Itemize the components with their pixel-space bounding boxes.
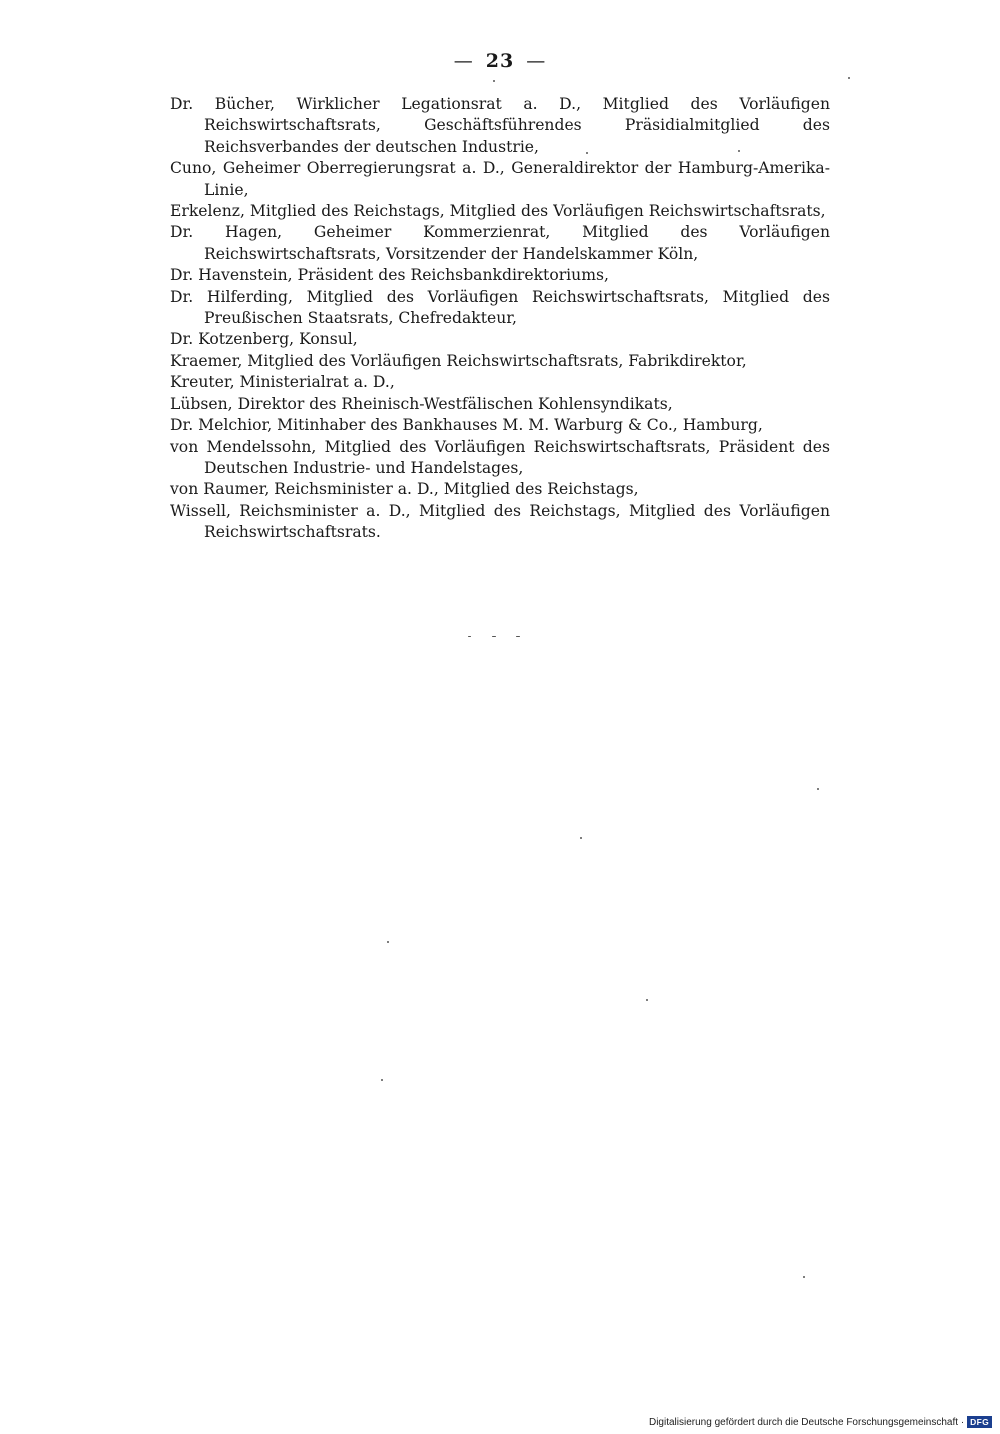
- scan-speck: [387, 941, 389, 943]
- member-entry-hilferding: Dr. Hilferding, Mitglied des Vorläufigen Reichswirtschaftsrats, Mitglied des Preußischen Staatsrats, Chefredakteur,: [170, 287, 830, 328]
- member-entry-melchior: Dr. Melchior, Mitinhaber des Bankhauses M. M. Warburg & Co., Hamburg,: [170, 416, 763, 435]
- scan-speck: [381, 1079, 383, 1081]
- scan-speck: [803, 1276, 805, 1278]
- scan-speck: [738, 150, 740, 152]
- member-entry-hagen: Dr. Hagen, Geheimer Kommerzienrat, Mitglied des Vorläufigen Reichswirtschaftsrats, Vorsitzender der Handelskammer Köln,: [170, 223, 830, 263]
- member-entry-kotzenberg: Dr. Kotzenberg, Konsul,: [170, 330, 358, 349]
- dfg-logo: DFG: [967, 1416, 992, 1428]
- member-entry-kraemer: Kraemer, Mitglied des Vorläufigen Reichswirtschaftsrats, Fabrikdirektor,: [170, 351, 747, 370]
- scan-speck: [817, 788, 819, 790]
- member-entry-luebsen: Lübsen, Direktor des Rheinisch-Westfälischen Kohlensyndikats,: [170, 394, 673, 413]
- page-number: [0, 50, 1000, 72]
- member-entry-wissell: Wissell, Reichsminister a. D., Mitglied des Reichstags, Mitglied des Vorläufigen Reichswirtschaftsrats.: [170, 501, 830, 542]
- scan-speck: [516, 636, 520, 637]
- page-number-dash-left: —: [453, 50, 474, 72]
- member-list: [170, 94, 830, 544]
- member-entry-havenstein: Dr. Havenstein, Präsident des Reichsbankdirektoriums,: [170, 266, 609, 285]
- scan-speck: [468, 636, 471, 637]
- scan-speck: [848, 77, 850, 79]
- digitization-footer: [649, 1416, 992, 1428]
- member-entry-raumer: von Raumer, Reichsminister a. D., Mitglied des Reichstags,: [170, 480, 639, 499]
- footer-text: Digitalisierung gefördert durch die Deutsche Forschungsgemeinschaft ·: [648, 1416, 965, 1428]
- member-entry-buecher: Dr. Bücher, Wirklicher Legationsrat a. D., Mitglied des Vorläufigen Reichswirtschaftsrats, Geschäftsführendes Präsidialmitglied des Reichsverbandes der deutschen Industrie,: [170, 95, 830, 156]
- scan-speck: [580, 837, 582, 839]
- member-entry-cuno: Cuno, Geheimer Oberregierungsrat a. D., Generaldirektor der Hamburg-Amerika-Linie,: [170, 159, 830, 199]
- scan-speck: [492, 636, 496, 637]
- scan-speck: [493, 80, 495, 82]
- member-entry-mendelssohn: von Mendelssohn, Mitglied des Vorläufigen Reichswirtschaftsrats, Präsident des Deutschen Industrie- und Handelstages,: [170, 437, 830, 477]
- page-number-dash-right: —: [526, 50, 547, 72]
- member-entry-kreuter: Kreuter, Ministerialrat a. D.,: [170, 373, 395, 392]
- page-number-value: 23: [485, 50, 515, 72]
- scan-speck: [586, 152, 588, 154]
- member-entry-erkelenz: Erkelenz, Mitglied des Reichstags, Mitglied des Vorläufigen Reichswirtschaftsrats,: [170, 202, 826, 221]
- scan-speck: [646, 999, 648, 1001]
